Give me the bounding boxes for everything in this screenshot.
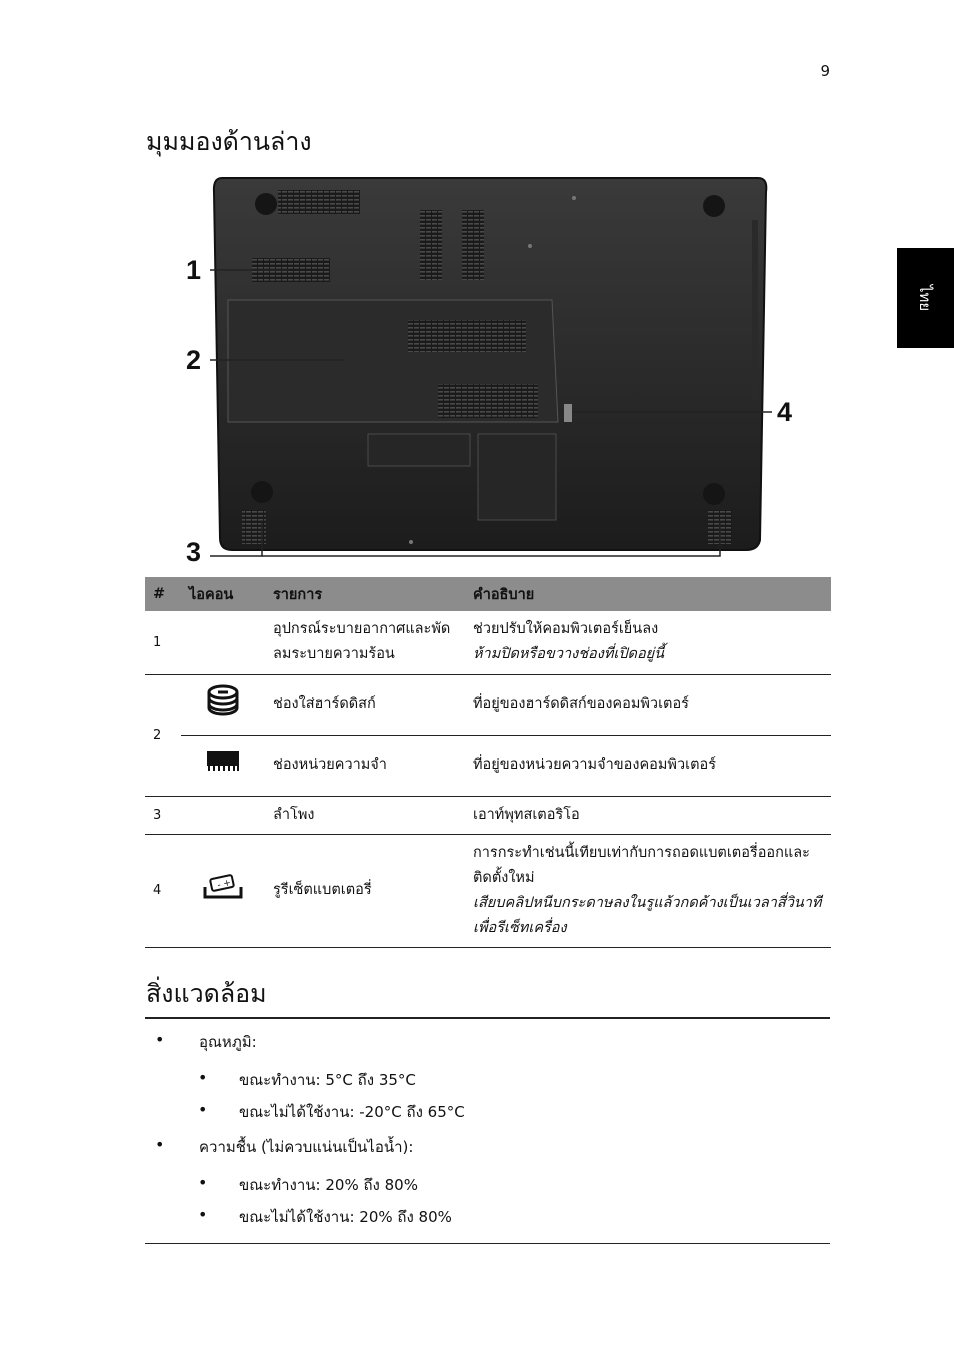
parts-table [145,577,831,948]
humidity-operating: ขณะทำงาน: 20% ถึง 80% [239,1176,418,1194]
header-description: คำอธิบาย [465,577,831,611]
table-row [145,735,831,796]
memory-icon [205,749,241,773]
environment-top-rule [145,1017,830,1019]
humidity-label: ความชื้น (ไม่ควบแน่นเป็นไอน้ำ): [199,1138,414,1156]
row-icon-cell [181,674,265,735]
bullet: • [198,1100,208,1119]
table-row [145,611,831,674]
language-tab-label: ไทย [916,284,935,312]
row-item: ลำโพง [265,796,465,834]
row-number: 2 [145,674,181,796]
row-description: เอาท์พุทสเตอริโอ [465,796,831,834]
svg-text:- +: - + [216,878,232,891]
bullet: • [198,1068,208,1087]
row-item: ช่องใส่ฮาร์ดดิสก์ [265,674,465,735]
row-number: 3 [145,796,181,834]
table-row [145,674,831,735]
temperature-label: อุณหภูมิ: [199,1033,257,1051]
row-description [465,611,831,674]
row-number: 4 [145,834,181,947]
row-icon-cell [181,611,265,674]
row-description-warning: ห้ามปิดหรือขวางช่องที่เปิดอยู่นี้ [473,646,665,663]
row-item: ช่องหน่วยความจำ [265,735,465,796]
row-item-line: ลมระบายความร้อน [273,646,395,663]
header-number: # [145,577,181,611]
table-header-row [145,577,831,611]
row-number: 1 [145,611,181,674]
row-description-instruction: เสียบคลิปหนีบกระดาษลงในรูแล้วกดค้างเป็นเวลาสี่วินาทีเพื่อรีเซ็ทเครื่อง [473,894,822,936]
row-item-line: อุปกรณ์ระบายอากาศและพัด [273,621,451,638]
bottom-view-title: มุมมองด้านล่าง [146,127,312,156]
temp-non-operating: ขณะไม่ได้ใช้งาน: -20°C ถึง 65°C [239,1103,465,1121]
laptop-bottom-illustration [180,170,800,570]
bullet: • [198,1205,208,1224]
bullet: • [198,1173,208,1192]
table-row [145,796,831,834]
bullet: • [155,1030,165,1049]
hdd-icon [206,683,240,717]
row-icon-cell [181,796,265,834]
laptop-bottom-figure [180,170,800,570]
header-icon: ไอคอน [181,577,265,611]
environment-bottom-rule [145,1243,830,1244]
language-tab [897,248,954,348]
callout-1: 1 [186,255,202,285]
row-icon-cell [181,834,265,947]
page-number: 9 [820,62,830,80]
callout-3: 3 [186,537,202,567]
callout-2: 2 [186,345,202,375]
row-description: ที่อยู่ของหน่วยความจำของคอมพิวเตอร์ [465,735,831,796]
row-item: รูรีเซ็ตแบตเตอรี่ [265,834,465,947]
callout-4: 4 [777,397,793,427]
row-description-text: ช่วยปรับให้คอมพิวเตอร์เย็นลง [473,621,659,638]
header-item: รายการ [265,577,465,611]
table-row [145,834,831,947]
bullet: • [155,1135,165,1154]
row-item [265,611,465,674]
temp-operating: ขณะทำงาน: 5°C ถึง 35°C [239,1071,416,1089]
battery-reset-icon [203,871,243,901]
row-description: ที่อยู่ของฮาร์ดดิสก์ของคอมพิวเตอร์ [465,674,831,735]
environment-title: สิ่งแวดล้อม [146,979,267,1008]
row-description-text: การกระทำเช่นนี้เทียบเท่ากับการถอดแบตเตอรี่ออกและติดตั้งใหม่ [473,844,810,886]
humidity-non-operating: ขณะไม่ได้ใช้งาน: 20% ถึง 80% [239,1208,452,1226]
row-description [465,834,831,947]
row-icon-cell [181,735,265,796]
